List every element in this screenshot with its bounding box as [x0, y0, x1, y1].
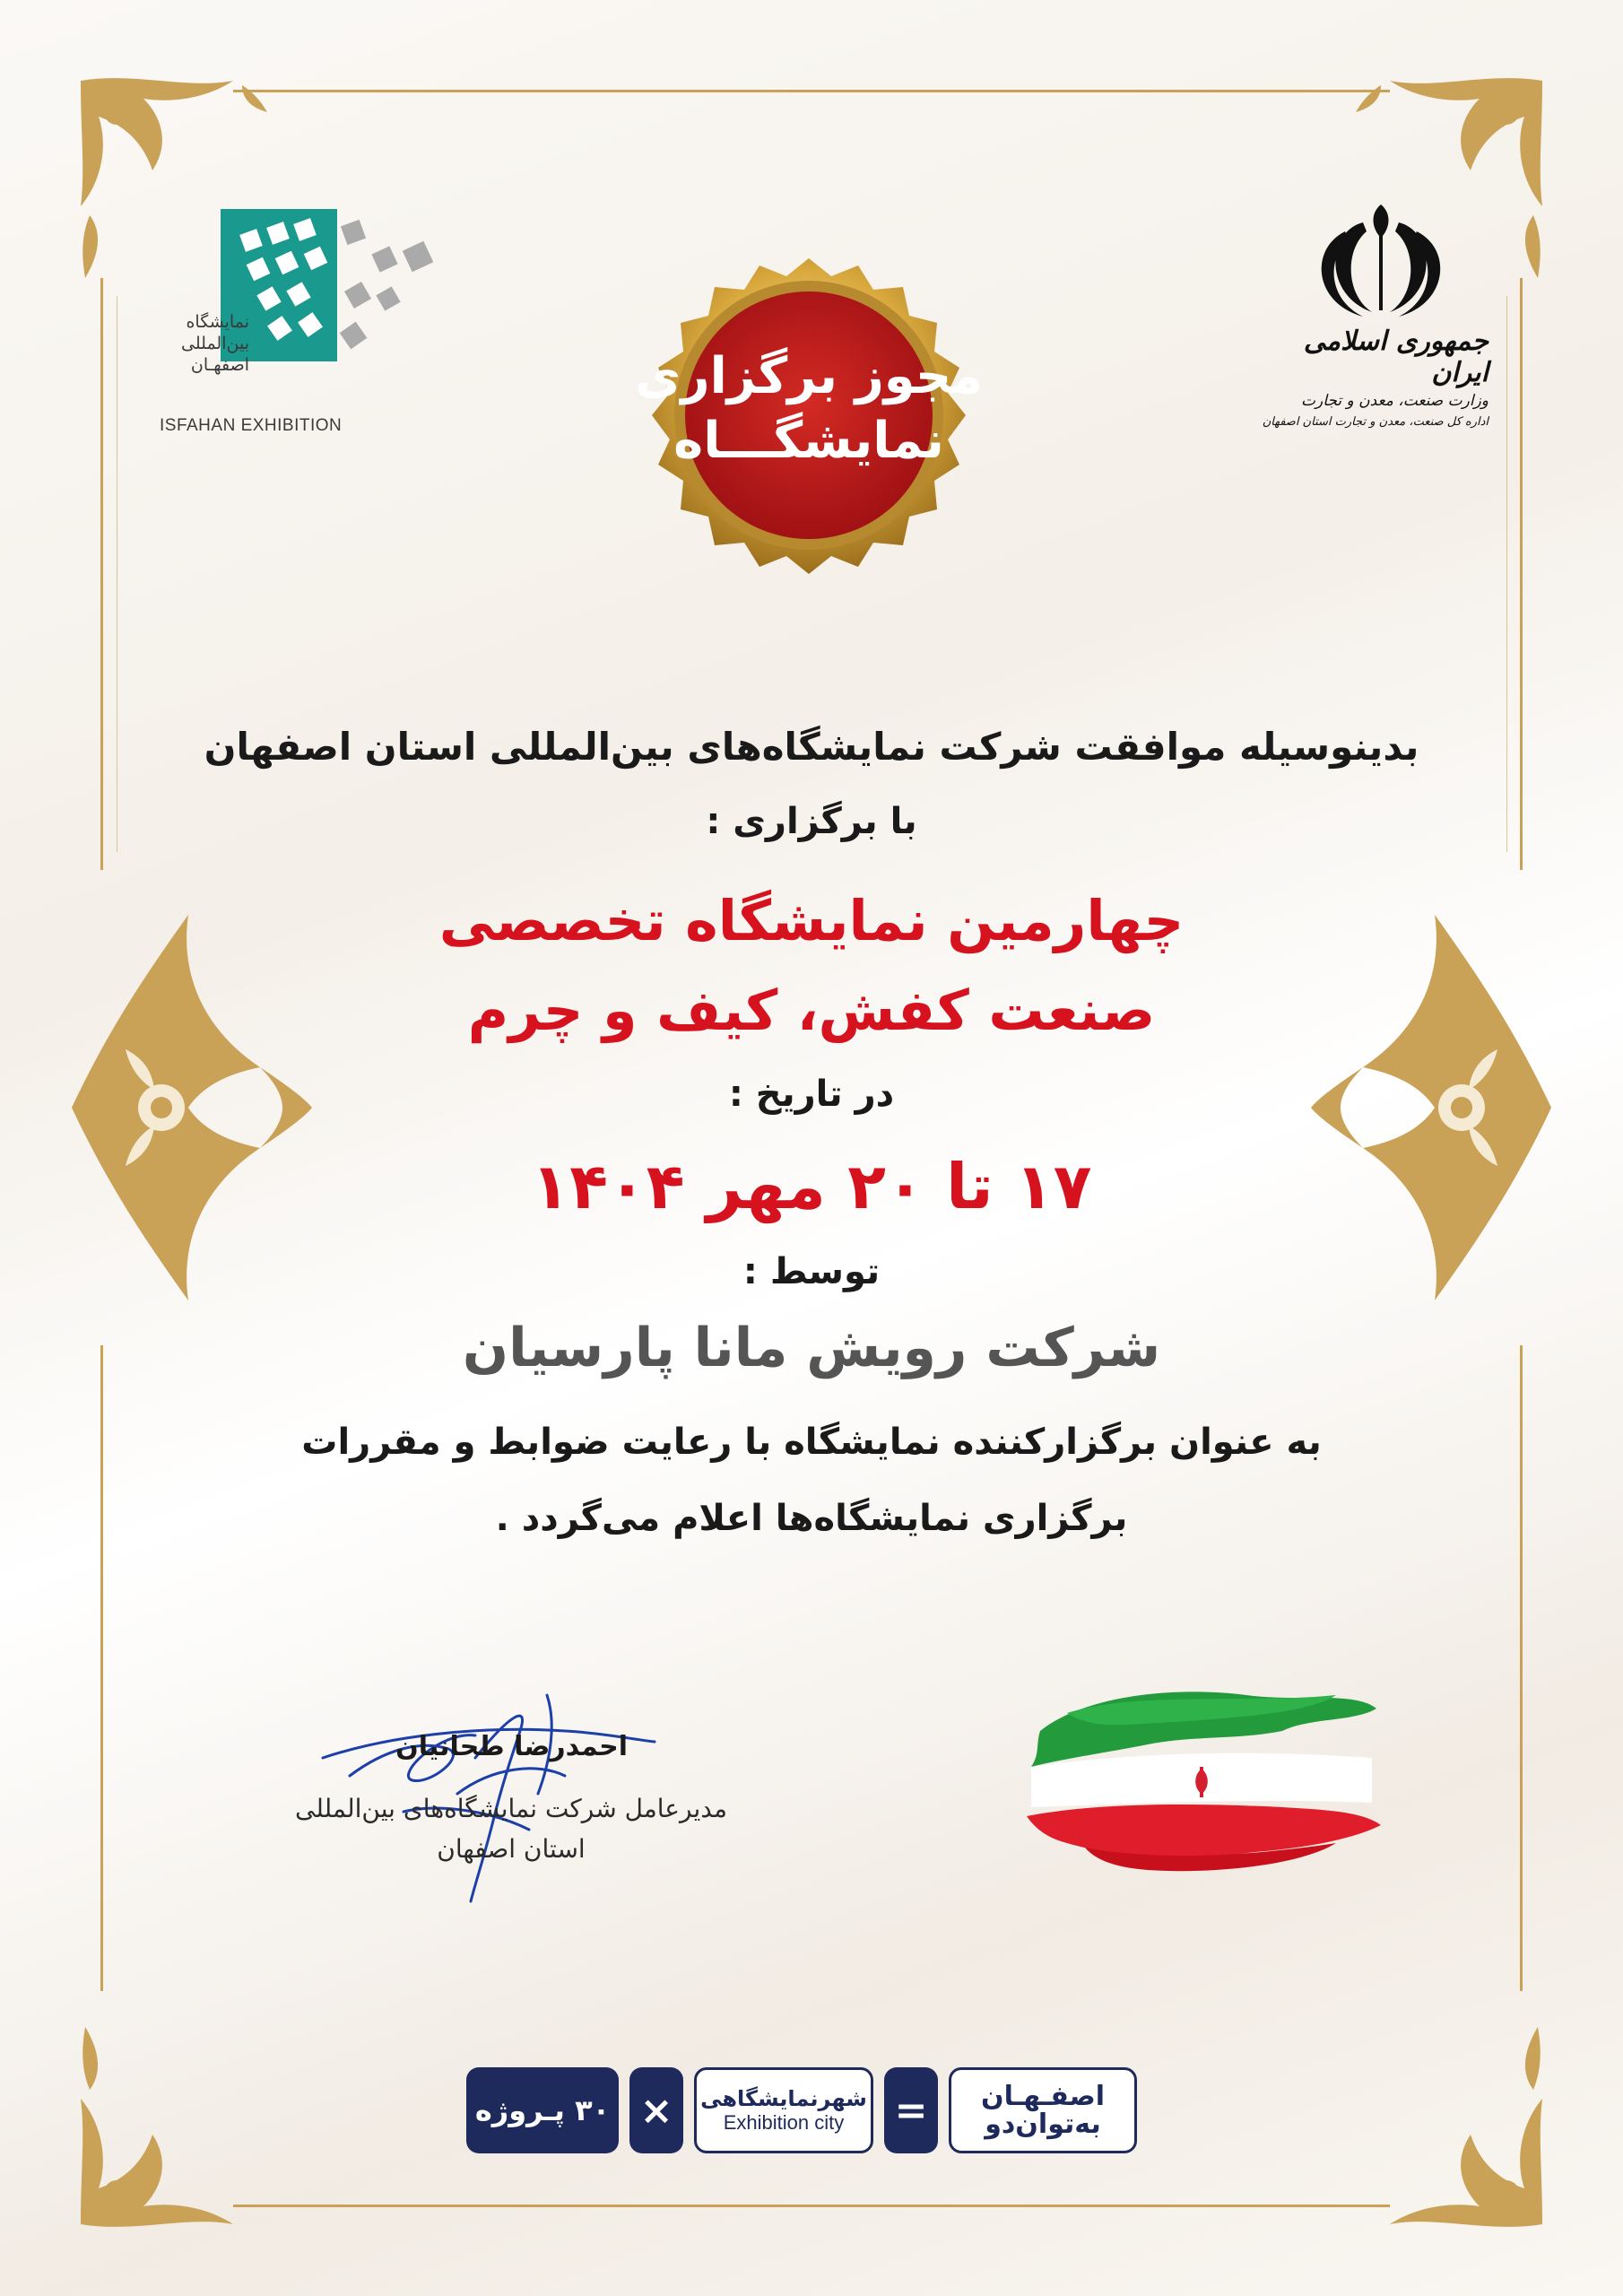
badge-30-project [466, 2067, 619, 2153]
organizer-company: شرکت رویش مانا پارسیان [462, 1317, 1161, 1379]
ministry-line1: جمهوری اسلامی ایران [1303, 326, 1488, 388]
signatory-title-line2: استان اصفهان [437, 1833, 586, 1864]
logo-fa-line3: اصفهـان [190, 354, 249, 375]
license-seal [585, 222, 1033, 608]
frame-inner-right [1506, 296, 1507, 852]
logo-en-text: ISFAHAN EXHIBITION [160, 416, 343, 435]
iran-emblem-icon [1273, 196, 1488, 321]
frame-left-line-lower [100, 1345, 103, 1991]
exhibition-title-line1: چهارمین نمایشگاه تخصصی [438, 888, 1185, 953]
footer-badges [466, 2067, 1148, 2157]
ministry-text [1246, 326, 1488, 429]
badge-city-fa: شهرنمایشگاهی [700, 2086, 867, 2111]
equals-symbol: = [894, 2087, 928, 2134]
signatory-title [269, 1789, 753, 1870]
with-holding-label: با برگزاری : [706, 801, 917, 842]
badge-isfahan-line1: اصفـهـان [980, 2080, 1106, 2112]
ministry-line2: وزارت صنعت، معدن و تجارت [1301, 392, 1488, 410]
badge-exhibition-city [694, 2067, 873, 2153]
frame-left-line [100, 278, 103, 870]
intro-text: بدینوسیله موافقت شرکت نمایشگاه‌های بین‌المللی استان اصفهان [204, 725, 1419, 769]
badge-equals-symbol [884, 2067, 938, 2153]
corner-ornament-bottom-right [1354, 2018, 1560, 2242]
corner-ornament-bottom-left [63, 2018, 269, 2242]
frame-bottom-line [233, 2205, 1390, 2207]
seal-text-line2: نمایشگـــاه [673, 412, 944, 470]
exhibition-title-line2: صنعت کفش، کیف و چرم [467, 978, 1156, 1043]
date-value: ۱۷ تا ۲۰ مهر ۱۴۰۴ [531, 1150, 1092, 1223]
ministry-line3: اداره کل صنعت، معدن و تجارت استان اصفهان [1262, 415, 1488, 429]
badge-city-en: Exhibition city [723, 2111, 845, 2134]
frame-top-line [233, 90, 1390, 92]
badge-isfahan-line2: به‌توان‌دو [985, 2109, 1101, 2140]
closing-line2: برگزاری نمایشگاه‌ها اعلام می‌گردد . [495, 1498, 1128, 1539]
frame-right-line-lower [1520, 1345, 1523, 1991]
badge-times-symbol [629, 2067, 683, 2153]
badge-30-project-text: ۳۰ پـروژه [474, 2093, 611, 2127]
closing-line1: به عنوان برگزارکننده نمایشگاه با رعایت ضوابط و مقررات [301, 1422, 1322, 1463]
logo-fa-line1: نمایشگاه [186, 312, 249, 332]
iran-flag-brush [1013, 1668, 1390, 1901]
logo-fa-line2: بین‌المللی [181, 333, 249, 353]
signatory-name: احمدرضا طحانیان [395, 1731, 628, 1762]
frame-right-line [1520, 278, 1523, 870]
ministry-logo [1262, 196, 1488, 438]
by-label: توسط : [742, 1251, 881, 1292]
logo-fa-text [160, 312, 249, 376]
times-symbol: × [639, 2087, 673, 2134]
badge-isfahan-squared [949, 2067, 1137, 2153]
signatory-title-line1: مدیرعامل شرکت نمایشگاه‌های بین‌المللی [295, 1794, 727, 1823]
seal-text-line1: مجوز برگزاری [635, 347, 983, 405]
isfahan-exhibition-logo [160, 204, 500, 447]
date-label: در تاریخ : [728, 1074, 895, 1115]
